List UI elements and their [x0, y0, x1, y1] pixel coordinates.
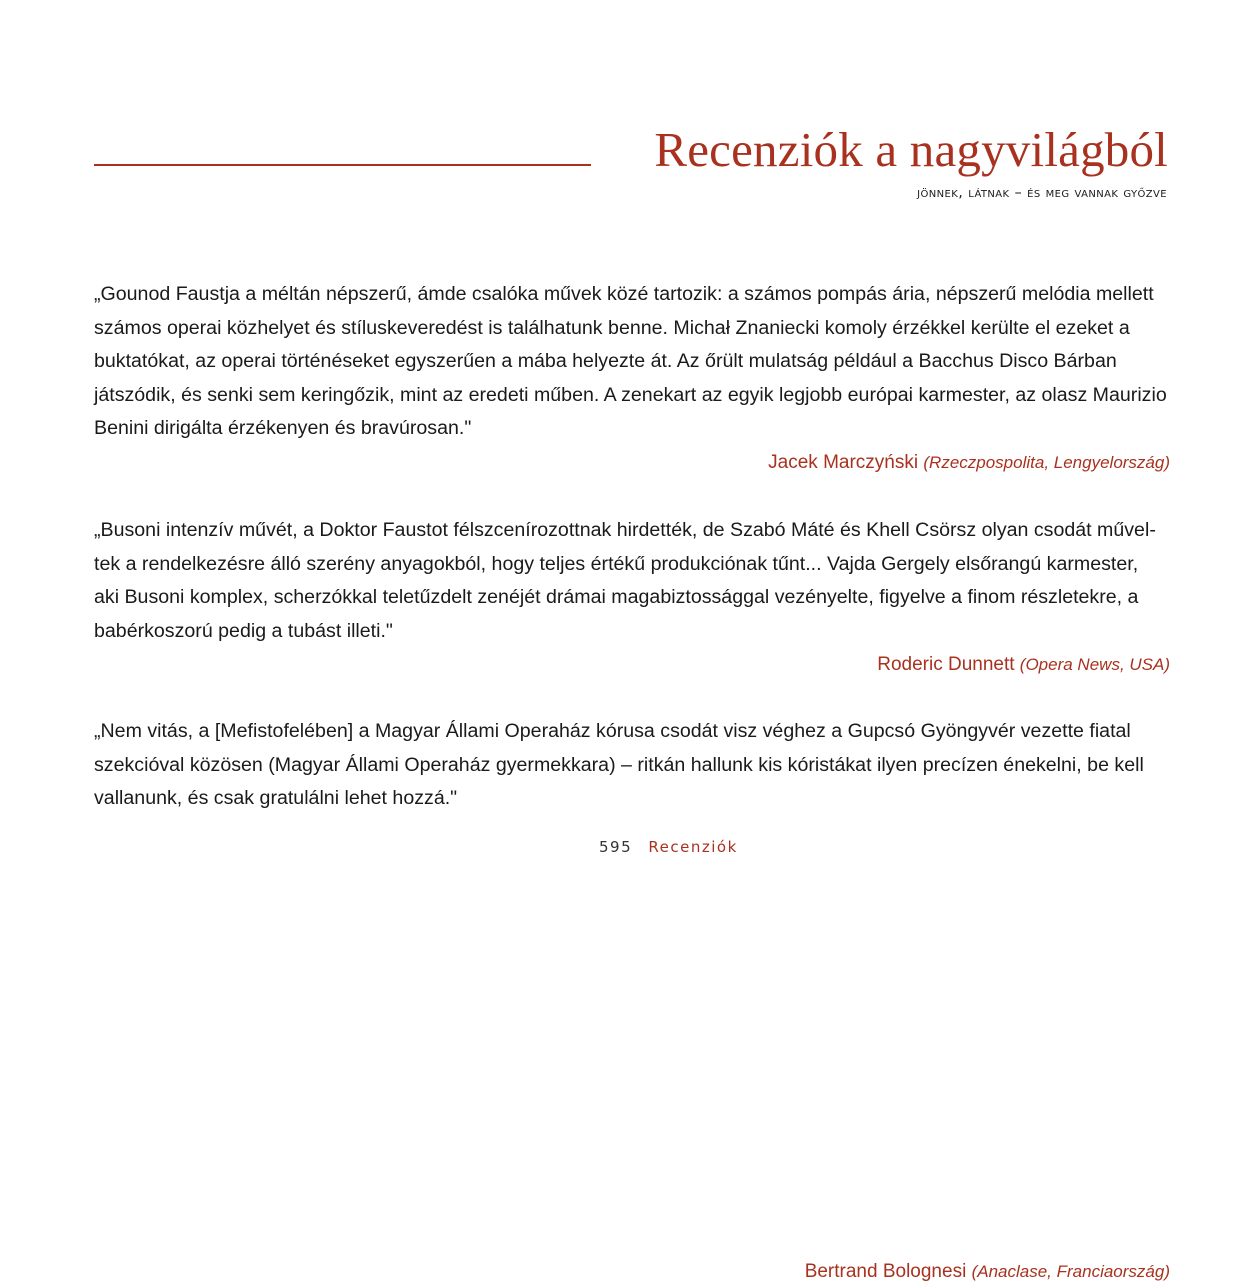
review-item	[94, 278, 1170, 479]
review-attribution	[805, 1255, 1170, 1288]
footer-section-name: Recenziók	[648, 838, 738, 856]
header-rule	[94, 164, 591, 166]
review-quote: „Nem vitás, a [Mefistofelében] a Magyar Állami Operaház kórusa csodát visz véghez a Gupcsó Gyöngyvér vezette fiatal szekcióval közösen (Magyar Állami Operaház gyermekkara) – ritkán hallunk kis kóristákat ilyen precízen énekelni, be kell vallanunk, és csak gratulálni lehet hozzá."	[94, 720, 1144, 809]
review-source: (Anaclase, Franciaország)	[971, 1262, 1170, 1281]
review-source: (Rzeczpospolita, Lengyelország)	[923, 452, 1170, 472]
review-author: Roderic Dunnett	[877, 654, 1015, 675]
page-number: 595	[599, 838, 633, 856]
review-quote: „Busoni intenzív művét, a Doktor Faustot félszcenírozottnak hirdették, de Szabó Máté és Khell Csörsz olyan csodát műveltek a rendelkezésre álló szerény anyagokból, hogy teljes értékű produkciónak tűnt... Vajda Gergely elsőrangú karmester, aki Busoni komplex, scherzókkal teletűzdelt zenéjét drámai magabiztossággal vezényelte, figyelve a finom részletekre, a babérkoszorú pedig a tubást illeti."	[94, 519, 1156, 642]
page-subtitle: jönnek, látnak – és meg vannak győzve	[917, 185, 1167, 201]
review-author: Jacek Marczyński	[768, 451, 919, 473]
review-item	[94, 514, 1170, 681]
review-quote: „Gounod Faustja a méltán népszerű, ámde csalóka művek közé tartozik: a számos pompás ária, népszerű melódia mellett számos operai közhelyet és stíluskeveredést is találhatunk benne. Michał Znaniecki komoly érzékkel kerülte el ezeket a buktatókat, az operai történéseket egyszerűen a mába helyezte át. Az őrült mulatság például a Bacchus Disco Bárban játszódik, és senki sem keringőzik, mint az eredeti műben. A zenekart az egyik legjobb európai karmester, az olasz Maurizio Benini dirigálta érzékenyen és bravúrosan."	[94, 283, 1167, 439]
review-attribution	[94, 648, 1170, 681]
page-footer	[599, 838, 738, 856]
review-attribution	[94, 446, 1170, 479]
page-title: Recenziók a nagyvilágból	[654, 122, 1168, 177]
review-author: Bertrand Bolognesi	[804, 1261, 967, 1282]
review-source: (Opera News, USA)	[1019, 655, 1170, 674]
